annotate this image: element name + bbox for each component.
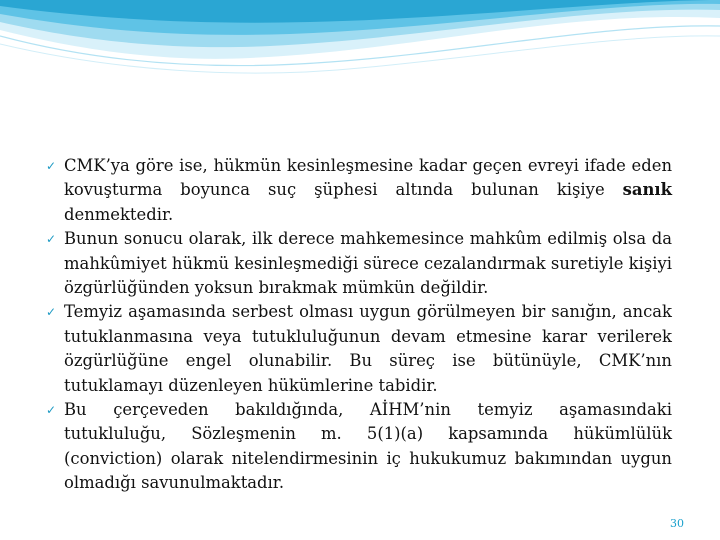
bullet-text: Bu çerçeveden bakıldığında, AİHM’nin temyiz aşamasındaki tutukluluğu, Sözleşmenin m. 5(1)(a) kapsamında hükümlülük (conviction) olarak nitelendirmesinin iç hukukumuz bakımından uygun olmadığı savunulmaktadır.	[64, 400, 672, 493]
bullet-text: Bunun sonucu olarak, ilk derece mahkemesince mahkûm edilmiş olsa da mahkûmiyet hükmü kesinleşmediği sürece cezalandırmak suretiyle kişiyi özgürlüğünden yoksun bırakmak mümkün değildir.	[64, 229, 672, 298]
bullet-text: denmektedir.	[64, 204, 174, 224]
bullet-item	[46, 398, 672, 496]
bullet-text-emphasis: sanık	[622, 180, 672, 200]
checkmark-icon: ✓	[46, 305, 57, 320]
checkmark-icon: ✓	[46, 232, 57, 247]
bullet-item	[46, 300, 672, 398]
bullet-item	[46, 154, 672, 227]
slide-content	[46, 154, 672, 496]
checkmark-icon: ✓	[46, 403, 57, 418]
bullet-text: CMK’ya göre ise, hükmün kesinleşmesine kadar geçen evreyi ifade eden kovuşturma boyunca suç şüphesi altında bulunan kişiye	[64, 156, 672, 200]
bullet-text: Temyiz aşamasında serbest olması uygun görülmeyen bir sanığın, ancak tutuklanmasına veya tutukluluğunun devam etmesine karar verilerek özgürlüğüne engel olunabilir. Bu süreç ise bütünüyle, CMK’nın tutuklamayı düzenleyen hükümlerine tabidir.	[64, 302, 672, 395]
checkmark-icon: ✓	[46, 159, 57, 173]
header-wave-decoration	[0, 0, 720, 95]
page-number: 30	[670, 517, 684, 530]
bullet-item	[46, 227, 672, 300]
